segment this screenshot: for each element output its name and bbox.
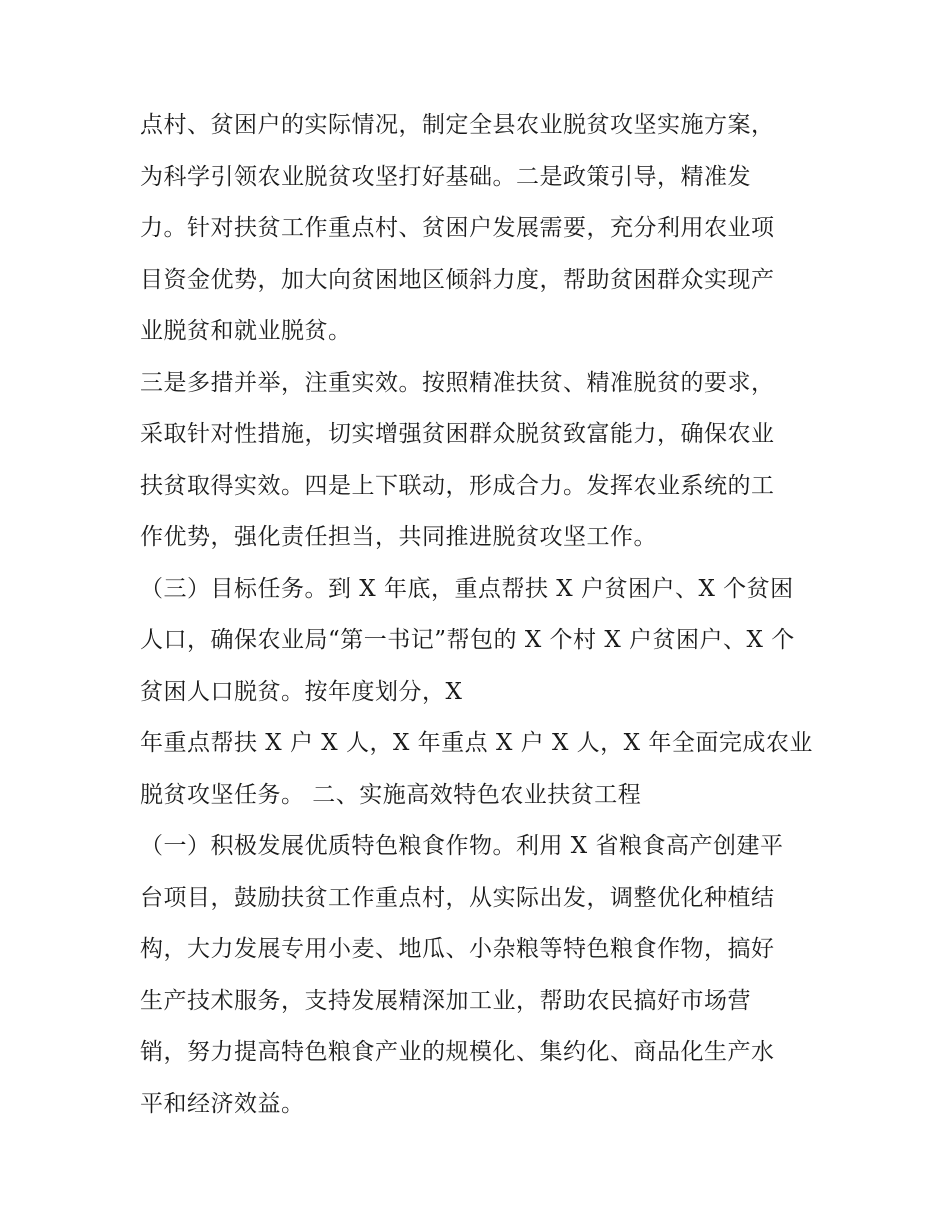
text-line: 扶贫取得实效。四是上下联动，形成合力。发挥农业系统的工 <box>140 472 775 499</box>
text-line: 力。针对扶贫工作重点村、贫困户发展需要，充分利用农业项 <box>140 215 775 241</box>
text-line: 三是多措并举，注重实效。按照精准扶贫、精准脱贫的要求， <box>140 369 775 396</box>
text-line: 目资金优势，加大向贫困地区倾斜力度，帮助贫困群众实现产 <box>140 266 775 293</box>
text-line: 台项目，鼓励扶贫工作重点村，从实际出发，调整优化种植结 <box>140 884 775 911</box>
text-line: 贫困人口脱贫。按年度划分，X <box>140 678 463 705</box>
text-line: （三）目标任务。到 X 年底，重点帮扶 X 户贫困户、X 个贫困 <box>140 575 794 602</box>
text-line: 平和经济效益。 <box>140 1090 305 1117</box>
text-line: 采取针对性措施，切实增强贫困群众脱贫致富能力，确保农业 <box>140 421 775 447</box>
text-line: 构，大力发展专用小麦、地瓜、小杂粮等特色粮食作物，搞好 <box>140 936 775 962</box>
text-line: 人口，确保农业局“第一书记”帮包的 X 个村 X 户贫困户、X 个 <box>140 627 795 653</box>
text-line: 脱贫攻坚任务。 二、实施高效特色农业扶贫工程 <box>140 781 642 808</box>
body-text <box>140 100 830 1130</box>
text-line: 点村、贫困户的实际情况，制定全县农业脱贫攻坚实施方案， <box>140 112 775 138</box>
text-line: （一）积极发展优质特色粮食作物。利用 X 省粮食高产创建平 <box>140 833 784 859</box>
text-line: 年重点帮扶 X 户 X 人，X 年重点 X 户 X 人，X 年全面完成农业 <box>140 730 813 756</box>
text-line: 为科学引领农业脱贫攻坚打好基础。二是政策引导，精准发 <box>140 163 751 190</box>
text-line: 生产技术服务，支持发展精深加工业，帮助农民搞好市场营 <box>140 987 751 1014</box>
text-line: 作优势，强化责任担当，共同推进脱贫攻坚工作。 <box>140 524 657 550</box>
text-line: 销，努力提高特色粮食产业的规模化、集约化、商品化生产水 <box>140 1039 775 1065</box>
text-line: 业脱贫和就业脱贫。 <box>140 318 352 344</box>
